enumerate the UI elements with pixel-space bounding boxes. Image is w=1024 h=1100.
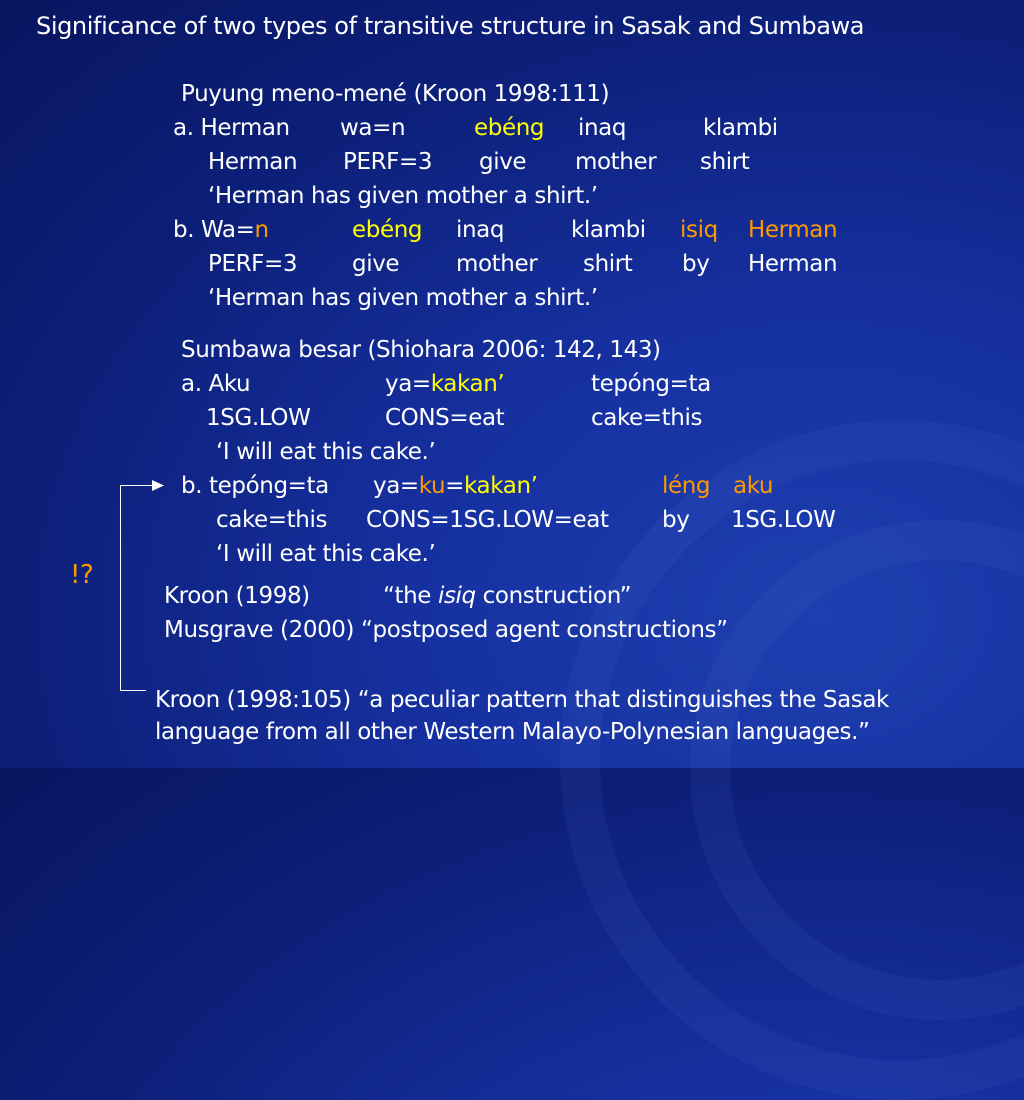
- sasak-a-word: inaq: [578, 115, 627, 141]
- sumbawa-b-translation: ‘I will eat this cake.’: [216, 541, 436, 567]
- sumbawa-b-aku-highlight: aku: [733, 473, 774, 499]
- sasak-b-word: inaq: [456, 217, 505, 243]
- exclamation-question-marker: !?: [70, 560, 94, 590]
- sumbawa-a-word: tepóng=ta: [591, 371, 711, 397]
- sasak-a-gloss: mother: [575, 149, 657, 175]
- sumbawa-b-ku-highlight: ku: [418, 473, 446, 499]
- background-swirl: [690, 520, 1024, 1020]
- sasak-a-word-highlight: ebéng: [474, 115, 545, 141]
- sumbawa-b-gloss: cake=this: [216, 507, 328, 533]
- sasak-b-gloss: PERF=3: [208, 251, 298, 277]
- sumbawa-b-verb: ya=ku=kakan’: [373, 473, 538, 499]
- sumbawa-b-gloss: by: [662, 507, 690, 533]
- sasak-a-word: wa=n: [340, 115, 406, 141]
- bracket-top-line: [120, 485, 154, 486]
- sasak-a-label: a. Herman: [173, 115, 290, 141]
- arrow-head-icon: [152, 480, 164, 491]
- kroon-construction: “the isiq construction”: [383, 583, 632, 609]
- sumbawa-b-kakan-highlight: kakan’: [464, 473, 538, 499]
- sasak-a-gloss: give: [479, 149, 527, 175]
- sumbawa-a-kakan-highlight: kakan’: [430, 371, 505, 397]
- sumbawa-a-verb: ya=kakan’: [385, 371, 505, 397]
- sasak-b-herman-highlight: Herman: [748, 217, 838, 243]
- sasak-b-word: klambi: [571, 217, 646, 243]
- sasak-a-translation: ‘Herman has given mother a shirt.’: [208, 183, 598, 209]
- sasak-b-isiq-highlight: isiq: [680, 217, 718, 243]
- sasak-b-label: b. Wa=n: [173, 217, 269, 243]
- sumbawa-a-gloss: cake=this: [591, 405, 703, 431]
- sumbawa-b-gloss: 1SG.LOW: [731, 507, 836, 533]
- sasak-b-n-highlight: n: [254, 217, 269, 243]
- sasak-b-gloss: Herman: [748, 251, 838, 277]
- sasak-b-translation: ‘Herman has given mother a shirt.’: [208, 285, 598, 311]
- sumbawa-b-gloss: CONS=1SG.LOW=eat: [366, 507, 609, 533]
- sasak-b-gloss: by: [682, 251, 710, 277]
- kroon-quote-line-2: language from all other Western Malayo-Polynesian languages.”: [155, 719, 870, 745]
- bracket-vertical-line: [120, 485, 121, 690]
- sumbawa-a-gloss: 1SG.LOW: [206, 405, 311, 431]
- sasak-b-word-highlight: ebéng: [352, 217, 423, 243]
- sasak-a-word: klambi: [703, 115, 778, 141]
- sumbawa-b-label: b. tepóng=ta: [181, 473, 329, 499]
- bracket-bottom-line: [120, 690, 146, 691]
- sasak-b-gloss: shirt: [583, 251, 633, 277]
- sumbawa-a-translation: ‘I will eat this cake.’: [216, 439, 436, 465]
- slide-title: Significance of two types of transitive structure in Sasak and Sumbawa: [36, 12, 865, 40]
- sumbawa-a-gloss: CONS=eat: [385, 405, 505, 431]
- sasak-b-gloss: mother: [456, 251, 538, 277]
- sasak-heading: Puyung meno-mené (Kroon 1998:111): [181, 81, 610, 107]
- sumbawa-b-leng-highlight: léng: [662, 473, 711, 499]
- kroon-label: Kroon (1998): [164, 583, 310, 609]
- sasak-b-gloss: give: [352, 251, 400, 277]
- sumbawa-heading: Sumbawa besar (Shiohara 2006: 142, 143): [181, 337, 661, 363]
- sasak-a-gloss: Herman: [208, 149, 298, 175]
- sasak-a-gloss: PERF=3: [343, 149, 433, 175]
- kroon-quote-line-1: Kroon (1998:105) “a peculiar pattern that distinguishes the Sasak: [155, 687, 889, 713]
- sumbawa-a-label: a. Aku: [181, 371, 251, 397]
- musgrave-reference: Musgrave (2000) “postposed agent constructions”: [164, 617, 728, 643]
- sasak-a-gloss: shirt: [700, 149, 750, 175]
